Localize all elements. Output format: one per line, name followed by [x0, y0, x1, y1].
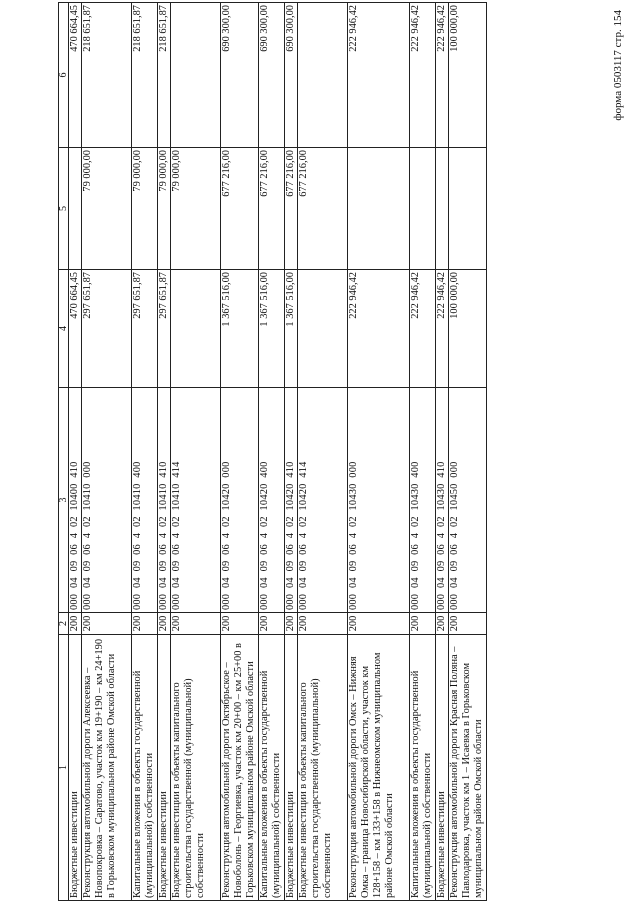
row-col4-value: 297 651,87 — [132, 270, 158, 388]
row-name: Капитальные вложения в объекты государственной (муниципальной) собственности — [410, 635, 436, 901]
row-code: 200 — [285, 613, 298, 635]
row-code: 200 — [82, 613, 132, 635]
row-budget-code: 000 04 09 06 4 02 10420 000 — [221, 388, 259, 613]
table-row — [69, 3, 82, 901]
row-col6-value — [298, 3, 348, 148]
row-col5-value: 677 216,00 — [285, 148, 298, 270]
row-col6-value: 222 946,42 — [436, 3, 449, 148]
row-col5-value — [348, 148, 410, 270]
row-code: 200 — [436, 613, 449, 635]
row-col5-value: 677 216,00 — [221, 148, 259, 270]
header-col-2: 2 — [59, 613, 69, 635]
table-row — [298, 3, 348, 901]
header-col-6: 6 — [59, 3, 69, 148]
row-code: 200 — [158, 613, 171, 635]
row-col6-value — [171, 3, 221, 148]
form-code-label: форма 0503117 стр. 154 — [612, 10, 624, 121]
row-col5-value: 79 000,00 — [171, 148, 221, 270]
table-row — [259, 3, 285, 901]
row-budget-code: 000 04 09 06 4 02 10430 400 — [410, 388, 436, 613]
row-name: Реконструкция автомобильной дороги Омск – Нижняя Омка – граница Новосибирской области, участок км 128+158 – км 133+158 в Нижнеомском муниципальном районе Омской области — [348, 635, 410, 901]
row-col6-value: 470 664,45 — [69, 3, 82, 148]
table-row — [449, 3, 487, 901]
table-row — [436, 3, 449, 901]
table-row — [410, 3, 436, 901]
row-name: Бюджетные инвестиции — [436, 635, 449, 901]
header-row — [59, 3, 69, 901]
row-col4-value: 1 367 516,00 — [259, 270, 285, 388]
row-col4-value: 222 946,42 — [436, 270, 449, 388]
row-col6-value: 690 300,00 — [259, 3, 285, 148]
row-col4-value: 1 367 516,00 — [285, 270, 298, 388]
row-col4-value: 470 664,45 — [69, 270, 82, 388]
row-name: Капитальные вложения в объекты государственной (муниципальной) собственности — [132, 635, 158, 901]
row-col6-value: 222 946,42 — [410, 3, 436, 148]
row-budget-code: 000 04 09 06 4 02 10430 410 — [436, 388, 449, 613]
row-col5-value — [436, 148, 449, 270]
row-col5-value: 677 216,00 — [259, 148, 285, 270]
table-row — [348, 3, 410, 901]
row-col4-value: 100 000,00 — [449, 270, 487, 388]
row-budget-code: 000 04 09 06 4 02 10420 414 — [298, 388, 348, 613]
row-budget-code: 000 04 09 06 4 02 10410 000 — [82, 388, 132, 613]
row-col5-value: 79 000,00 — [132, 148, 158, 270]
row-col5-value — [69, 148, 82, 270]
table-row — [132, 3, 158, 901]
row-code: 200 — [410, 613, 436, 635]
header-col-4: 4 — [59, 270, 69, 388]
table-row — [158, 3, 171, 901]
row-name: Бюджетные инвестиции в объекты капитального строительства государственной (муниципальной) собственности — [171, 635, 221, 901]
table-row — [285, 3, 298, 901]
row-col4-value: 222 946,42 — [410, 270, 436, 388]
row-col5-value: 677 216,00 — [298, 148, 348, 270]
row-name: Реконструкция автомобильной дороги Красная Поляна – Павлодаровка, участок км 1 – Исаевка в Горьковском муниципальном районе Омской области — [449, 635, 487, 901]
row-col5-value: 79 000,00 — [158, 148, 171, 270]
row-col6-value: 690 300,00 — [221, 3, 259, 148]
table-row — [82, 3, 132, 901]
row-code: 200 — [132, 613, 158, 635]
header-col-3: 3 — [59, 388, 69, 613]
row-budget-code: 000 04 09 06 4 02 10410 414 — [171, 388, 221, 613]
row-budget-code: 000 04 09 06 4 02 10420 400 — [259, 388, 285, 613]
row-col4-value — [171, 270, 221, 388]
row-budget-code: 000 04 09 06 4 02 10450 000 — [449, 388, 487, 613]
row-code: 200 — [298, 613, 348, 635]
budget-table — [58, 2, 487, 901]
row-name: Реконструкция автомобильной дороги Октябрьское – Новоболонь – Георгиевка, участок км 20+00 – км 25+00 в Горьковском муниципальном районе Омской области — [221, 635, 259, 901]
header-col-5: 5 — [59, 148, 69, 270]
row-budget-code: 000 04 09 06 4 02 10430 000 — [348, 388, 410, 613]
row-col6-value: 100 000,00 — [449, 3, 487, 148]
row-name: Бюджетные инвестиции — [285, 635, 298, 901]
row-name: Бюджетные инвестиции — [158, 635, 171, 901]
table-row — [171, 3, 221, 901]
row-col6-value: 218 651,87 — [158, 3, 171, 148]
row-name: Реконструкция автомобильной дороги Алексеевка – Новопокровка – Саратово, участок км 19+190 – км 24+190 в Горьковском муниципальном районе Омской области — [82, 635, 132, 901]
row-col6-value: 222 946,42 — [348, 3, 410, 148]
row-code: 200 — [69, 613, 82, 635]
row-col5-value: 79 000,00 — [82, 148, 132, 270]
table-row — [221, 3, 259, 901]
row-col4-value: 222 946,42 — [348, 270, 410, 388]
row-budget-code: 000 04 09 06 4 02 10400 410 — [69, 388, 82, 613]
row-col4-value: 297 651,87 — [158, 270, 171, 388]
row-budget-code: 000 04 09 06 4 02 10410 410 — [158, 388, 171, 613]
header-col-1: 1 — [59, 635, 69, 901]
row-budget-code: 000 04 09 06 4 02 10420 410 — [285, 388, 298, 613]
row-col4-value: 297 651,87 — [82, 270, 132, 388]
row-name: Бюджетные инвестиции в объекты капитального строительства государственной (муниципальной) собственности — [298, 635, 348, 901]
row-col4-value: 1 367 516,00 — [221, 270, 259, 388]
row-code: 200 — [221, 613, 259, 635]
row-code: 200 — [449, 613, 487, 635]
row-code: 200 — [171, 613, 221, 635]
row-budget-code: 000 04 09 06 4 02 10410 400 — [132, 388, 158, 613]
row-name: Бюджетные инвестиции — [69, 635, 82, 901]
row-name: Капитальные вложения в объекты государственной (муниципальной) собственности — [259, 635, 285, 901]
row-col6-value: 218 651,87 — [82, 3, 132, 148]
row-code: 200 — [348, 613, 410, 635]
row-col6-value: 690 300,00 — [285, 3, 298, 148]
row-col4-value — [298, 270, 348, 388]
row-col6-value: 218 651,87 — [132, 3, 158, 148]
row-code: 200 — [259, 613, 285, 635]
row-col5-value — [449, 148, 487, 270]
row-col5-value — [410, 148, 436, 270]
